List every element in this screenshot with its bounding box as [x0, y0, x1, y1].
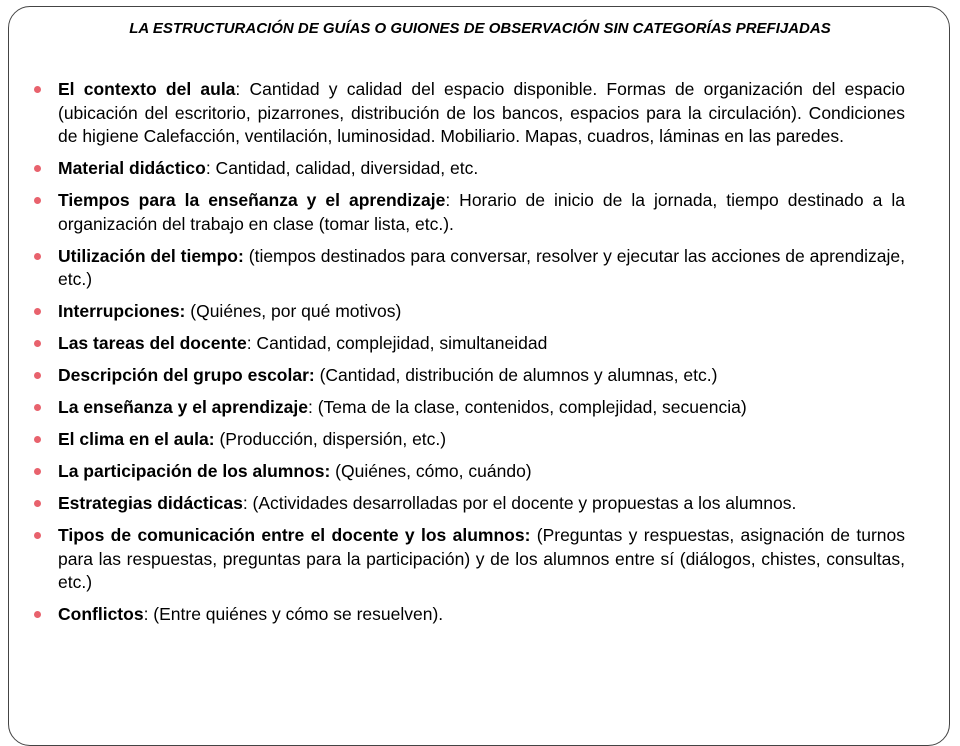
bullet-list [34, 78, 905, 635]
bullet-icon [34, 253, 41, 260]
list-item [34, 603, 905, 627]
item-label: El contexto del aula [58, 79, 236, 99]
item-text: : Cantidad, complejidad, simultaneidad [246, 333, 548, 353]
item-text: (Cantidad, distribución de alumnos y alumnas, etc.) [314, 365, 718, 385]
bullet-icon [34, 86, 41, 93]
bullet-icon [34, 468, 41, 475]
item-text: : (Actividades desarrolladas por el docente y propuestas a los alumnos. [242, 493, 797, 513]
item-text: : (Tema de la clase, contenidos, complejidad, secuencia) [307, 397, 747, 417]
item-text: (Quiénes, por qué motivos) [185, 301, 402, 321]
item-label: Las tareas del docente [58, 333, 247, 353]
item-label: Material didáctico [58, 158, 206, 178]
list-item [34, 332, 905, 356]
bullet-icon [34, 532, 41, 539]
item-label: La enseñanza y el aprendizaje [58, 397, 308, 417]
item-text: (Producción, dispersión, etc.) [214, 429, 447, 449]
item-text: (Quiénes, cómo, cuándo) [330, 461, 532, 481]
list-item [34, 157, 905, 181]
bullet-icon [34, 372, 41, 379]
bullet-icon [34, 404, 41, 411]
item-text: (Preguntas y respuestas, asignación de turnos para las respuestas, preguntas para la participación) y de los alumnos entre sí (diálogos, chistes, consultas, etc.) [58, 525, 906, 592]
list-item [34, 492, 905, 516]
list-item [34, 245, 905, 292]
item-label: Tiempos para la enseñanza y el aprendizaje [58, 190, 446, 210]
slide-title: LA ESTRUCTURACIÓN DE GUÍAS O GUIONES DE OBSERVACIÓN SIN CATEGORÍAS PREFIJADAS [129, 20, 831, 37]
item-label: Tipos de comunicación entre el docente y los alumnos: [58, 525, 531, 545]
bullet-icon [34, 308, 41, 315]
bullet-icon [34, 197, 41, 204]
item-text: (tiempos destinados para conversar, resolver y ejecutar las acciones de aprendizaje, etc.) [58, 245, 905, 289]
list-item [34, 300, 905, 324]
item-text: : Cantidad y calidad del espacio disponible. Formas de organización del espacio (ubicación del escritorio, pizarrones, distribución de los bancos, espacios para la circulación). Condiciones de higiene Calefacción, ventilación, luminosidad. Mobiliario. Mapas, cuadros, láminas en las paredes. [58, 79, 905, 146]
item-text: : Cantidad, calidad, diversidad, etc. [205, 158, 479, 178]
list-item [34, 396, 905, 420]
list-item [34, 460, 905, 484]
bullet-icon [34, 340, 41, 347]
item-label: El clima en el aula: [58, 429, 215, 449]
list-item [34, 189, 905, 236]
item-text: : (Entre quiénes y cómo se resuelven). [143, 604, 444, 624]
bullet-icon [34, 611, 41, 618]
bullet-icon [34, 436, 41, 443]
item-label: Conflictos [58, 604, 144, 624]
item-label: Estrategias didácticas [58, 493, 243, 513]
item-label: Descripción del grupo escolar: [58, 365, 315, 385]
item-text: : Horario de inicio de la jornada, tiempo destinado a la organización del trabajo en clase (tomar lista, etc.). [58, 190, 906, 234]
list-item [34, 428, 905, 452]
item-label: Interrupciones: [58, 301, 186, 321]
bullet-icon [34, 165, 41, 172]
bullet-icon [34, 500, 41, 507]
list-item [34, 524, 905, 595]
list-item [34, 78, 905, 149]
item-label: La participación de los alumnos: [58, 461, 331, 481]
item-label: Utilización del tiempo: [58, 245, 244, 266]
list-item [34, 364, 905, 388]
